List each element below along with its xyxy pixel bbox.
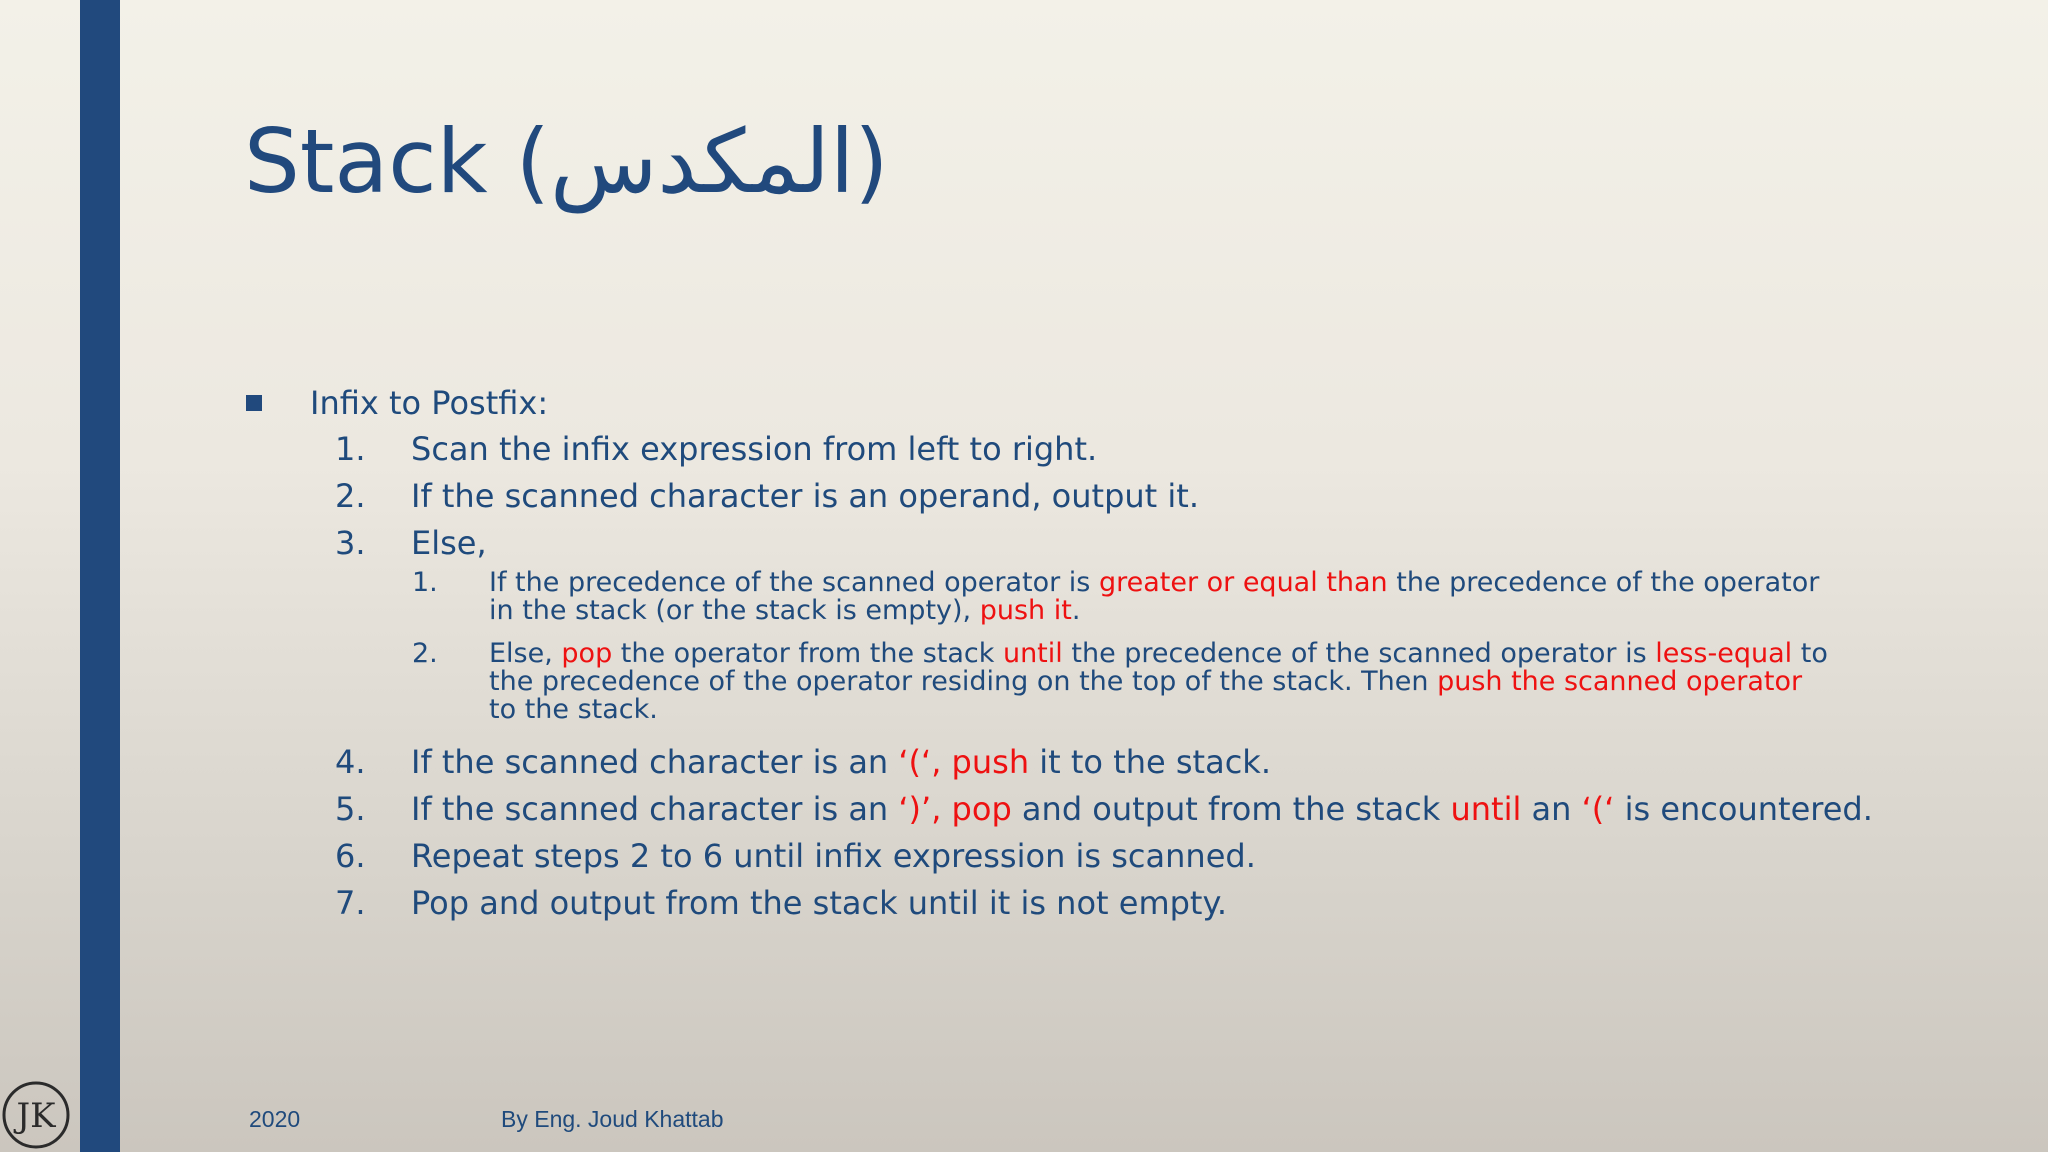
step-item (244, 739, 1844, 786)
step-number: 4. (335, 743, 366, 781)
square-bullet-icon (246, 395, 262, 411)
slide-title: Stack (المكدس) (244, 110, 889, 213)
substep-text: If the precedence of the scanned operator is greater or equal than the precedence of the operator in the stack (or the stack is empty), push it. (489, 567, 1820, 626)
step-text: Else, (411, 524, 487, 562)
substeps-list (244, 569, 1844, 724)
step-number: 6. (335, 837, 366, 875)
step-item (244, 520, 1844, 567)
step-text: Repeat steps 2 to 6 until infix expression is scanned. (411, 837, 1256, 875)
step-text: Scan the infix expression from left to right. (411, 430, 1098, 468)
slide-content (244, 380, 1873, 927)
step-item (244, 880, 1844, 927)
footer-year: 2020 (249, 1106, 301, 1132)
steps-list-continued (244, 739, 1873, 927)
author-logo-icon (1, 1080, 71, 1150)
step-text: If the scanned character is an ‘(‘, push it to the stack. (411, 743, 1271, 781)
substep-number: 2. (412, 638, 438, 669)
steps-list (244, 426, 1844, 567)
step-text: If the scanned character is an operand, output it. (411, 477, 1199, 515)
step-item (244, 426, 1844, 473)
step-item (244, 473, 1844, 520)
substep-item (244, 640, 1844, 724)
step-number: 1. (335, 430, 366, 468)
step-text: If the scanned character is an ‘)’, pop and output from the stack until an ‘(‘ is encountered. (411, 790, 1873, 828)
bullet-heading: Infix to Postfix: (310, 384, 549, 422)
substep-number: 1. (412, 567, 438, 598)
step-number: 2. (335, 477, 366, 515)
footer-author: By Eng. Joud Khattab (501, 1106, 724, 1132)
substep-item (244, 569, 1844, 625)
step-item (244, 786, 1873, 833)
step-number: 3. (335, 524, 366, 562)
step-number: 7. (335, 884, 366, 922)
side-accent-bar (80, 0, 120, 1152)
step-item (244, 833, 1844, 880)
bullet-item (244, 380, 1844, 426)
step-text: Pop and output from the stack until it is not empty. (411, 884, 1228, 922)
logo-monogram: JK (16, 1096, 56, 1136)
substep-text: Else, pop the operator from the stack until the precedence of the scanned operator is less-equal to the precedence of the operator residing on the top of the stack. Then push the scanned operator to the stack. (489, 638, 1828, 725)
step-number: 5. (335, 790, 366, 828)
